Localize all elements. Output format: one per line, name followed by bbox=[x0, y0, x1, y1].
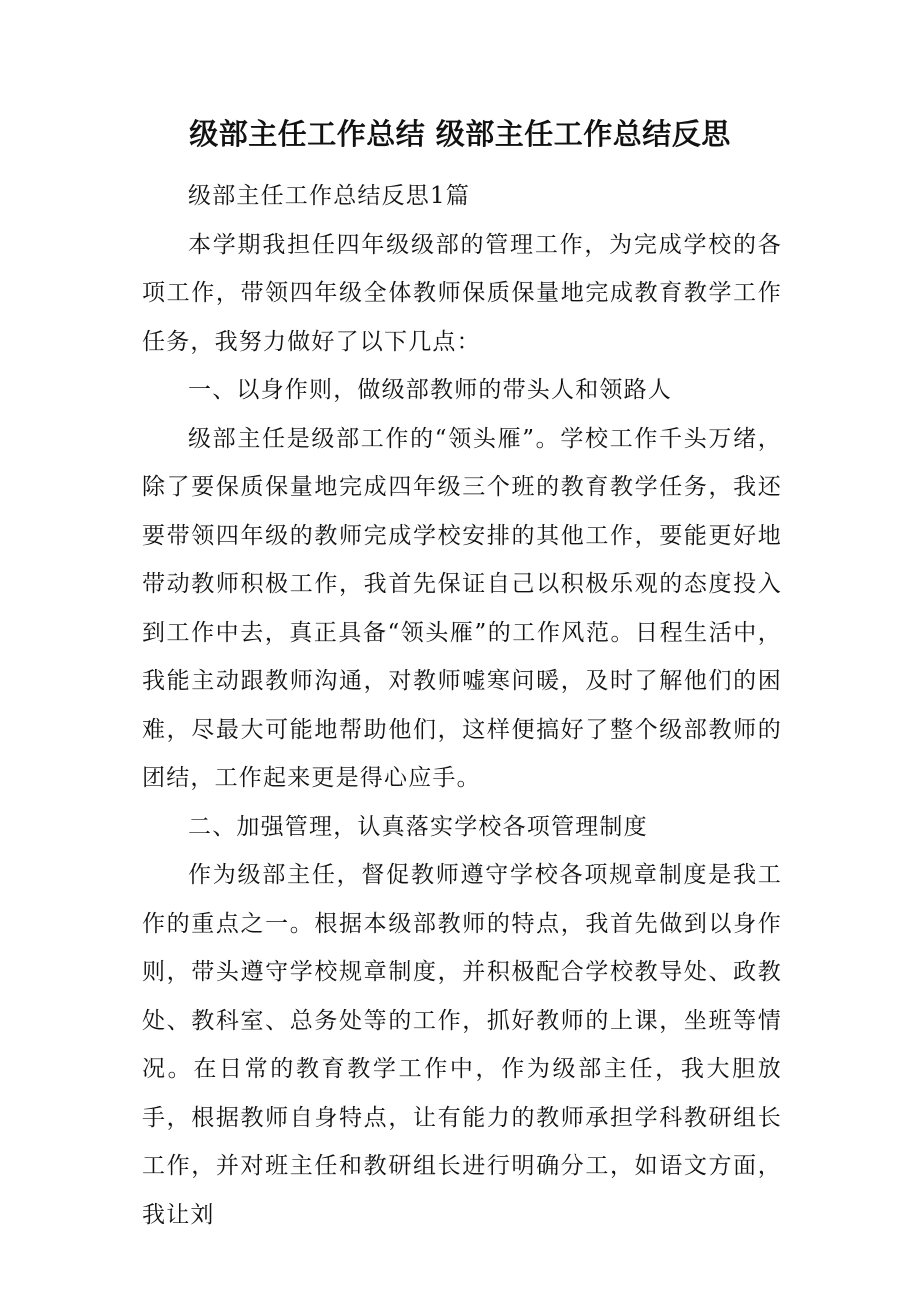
paragraph-section-2: 作为级部主任，督促教师遵守学校各项规章制度是我工作的重点之一。根据本级部教师的特点，我首先做到以身作则，带头遵守学校规章制度，并积极配合学校教导处、政教处、教科室、总务处等的工作，抓好教师的上课，坐班等情况。在日常的教育教学工作中，作为级部主任，我大胆放手，根据教师自身特点，让有能力的教师承担学科教研组长工作，并对班主任和教研组长进行明确分工，如语文方面，我让刘 bbox=[142, 862, 782, 1228]
paragraph-subtitle: 级部主任工作总结反思1篇 bbox=[188, 183, 471, 209]
document-body bbox=[142, 172, 782, 1239]
paragraph-intro: 本学期我担任四年级级部的管理工作，为完成学校的各项工作，带领四年级全体教师保质保量地完成教育教学工作任务，我努力做好了以下几点： bbox=[142, 231, 782, 355]
document-title: 级部主任工作总结 级部主任工作总结反思 bbox=[189, 117, 731, 151]
section-heading-2: 二、加强管理，认真落实学校各项管理制度 bbox=[188, 813, 648, 840]
paragraph-section-1: 级部主任是级部工作的“领头雁”。学校工作千头万绪，除了要保质保量地完成四年级三个班的教育教学任务，我还要带领四年级的教师完成学校安排的其他工作，要能更好地带动教师积极工作，我首先保证自己以积极乐观的态度投入到工作中去，真正具备“领头雁”的工作风范。日程生活中，我能主动跟教师沟通，对教师嘘寒问暖，及时了解他们的困难，尽最大可能地帮助他们，这样便搞好了整个级部教师的团结，工作起来更是得心应手。 bbox=[142, 425, 782, 791]
section-heading-1: 一、以身作则，做级部教师的带头人和领路人 bbox=[188, 377, 672, 403]
